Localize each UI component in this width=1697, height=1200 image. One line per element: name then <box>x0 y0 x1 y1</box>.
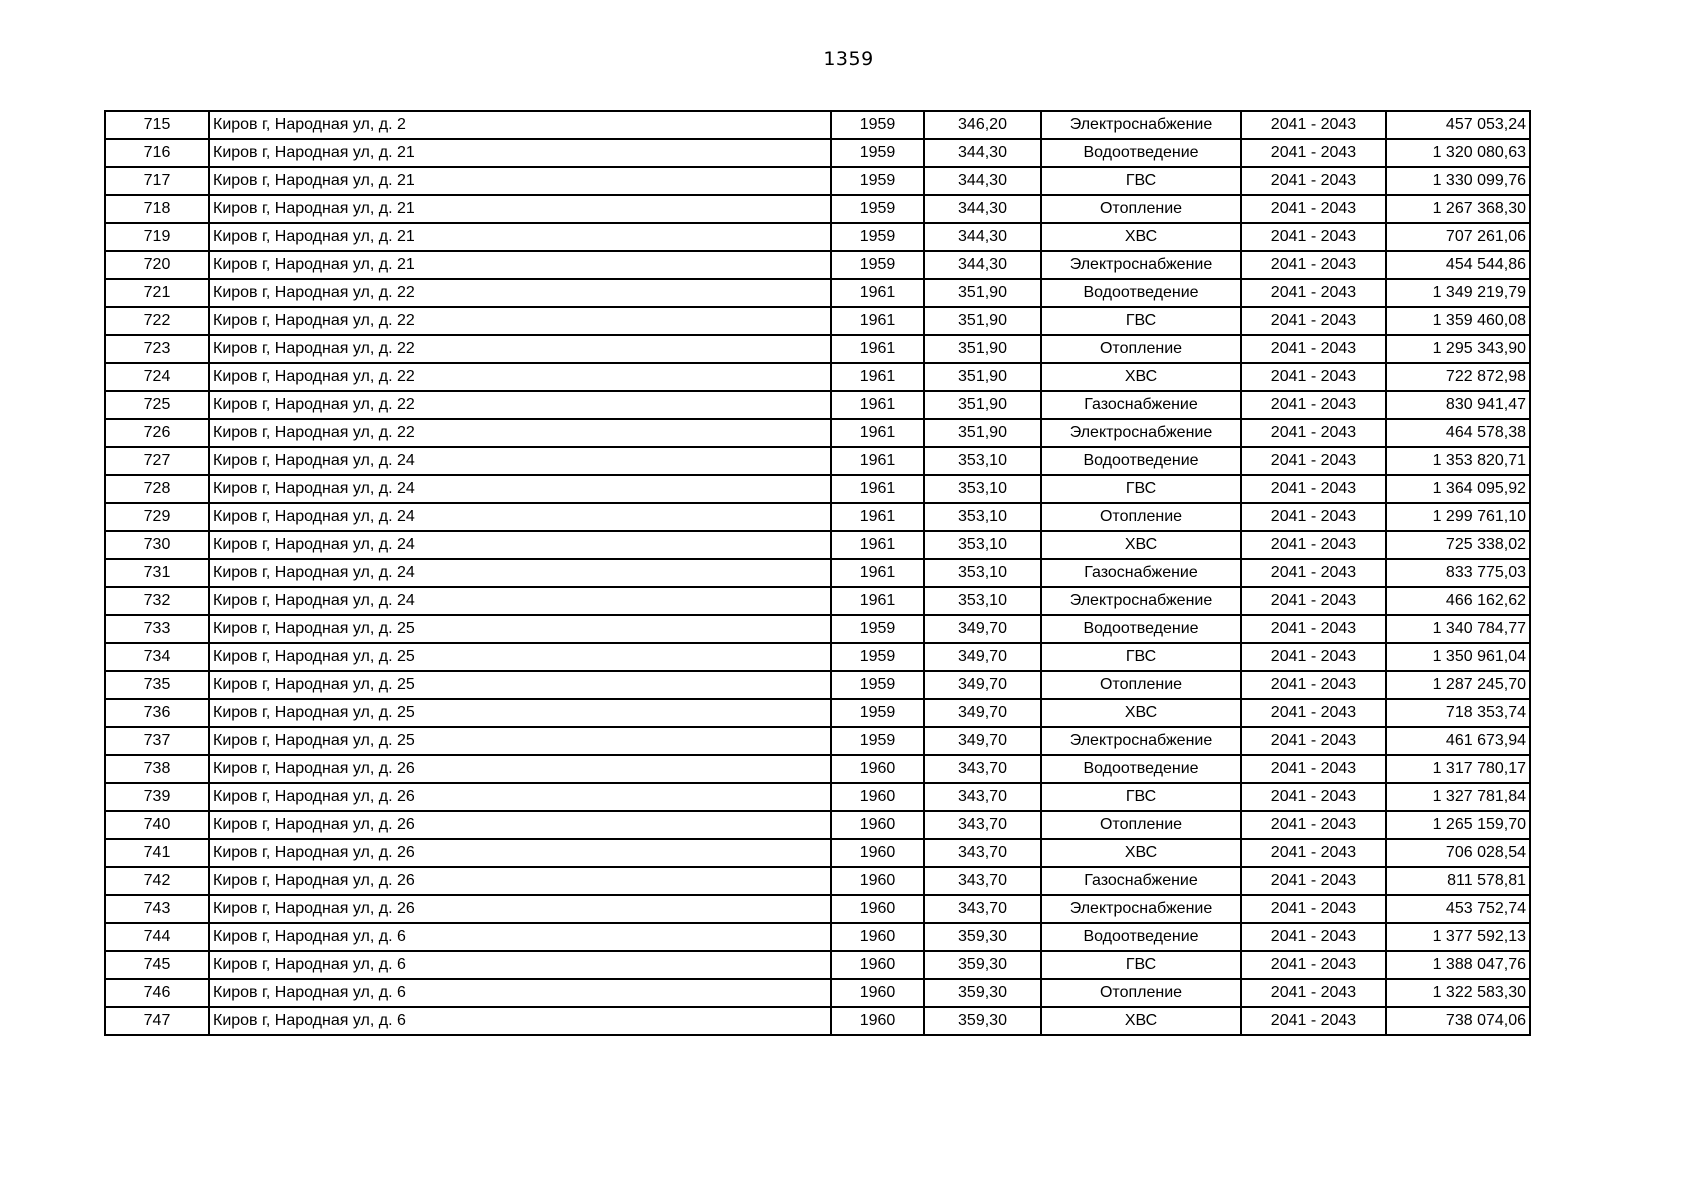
area-cell: 344,30 <box>924 139 1041 167</box>
area-cell: 346,20 <box>924 111 1041 139</box>
area-cell: 344,30 <box>924 195 1041 223</box>
address-cell: Киров г, Народная ул, д. 26 <box>209 895 831 923</box>
work-type-cell: Электроснабжение <box>1041 419 1241 447</box>
address-cell: Киров г, Народная ул, д. 21 <box>209 167 831 195</box>
address-cell: Киров г, Народная ул, д. 24 <box>209 475 831 503</box>
table-row <box>105 979 1530 1007</box>
work-type-cell: Водоотведение <box>1041 279 1241 307</box>
table-row <box>105 895 1530 923</box>
build-year-cell: 1959 <box>831 139 924 167</box>
period-cell: 2041 - 2043 <box>1241 587 1386 615</box>
area-cell: 353,10 <box>924 559 1041 587</box>
work-type-cell: ГВС <box>1041 307 1241 335</box>
period-cell: 2041 - 2043 <box>1241 867 1386 895</box>
work-type-cell: ХВС <box>1041 699 1241 727</box>
area-cell: 353,10 <box>924 531 1041 559</box>
build-year-cell: 1960 <box>831 811 924 839</box>
row-number-cell: 716 <box>105 139 209 167</box>
table-row <box>105 531 1530 559</box>
area-cell: 351,90 <box>924 363 1041 391</box>
work-type-cell: ГВС <box>1041 783 1241 811</box>
cost-cell: 1 359 460,08 <box>1386 307 1530 335</box>
cost-cell: 738 074,06 <box>1386 1007 1530 1035</box>
cost-cell: 1 388 047,76 <box>1386 951 1530 979</box>
address-cell: Киров г, Народная ул, д. 24 <box>209 447 831 475</box>
period-cell: 2041 - 2043 <box>1241 279 1386 307</box>
work-type-cell: ХВС <box>1041 1007 1241 1035</box>
cost-cell: 725 338,02 <box>1386 531 1530 559</box>
build-year-cell: 1961 <box>831 391 924 419</box>
build-year-cell: 1961 <box>831 419 924 447</box>
area-cell: 349,70 <box>924 671 1041 699</box>
period-cell: 2041 - 2043 <box>1241 447 1386 475</box>
period-cell: 2041 - 2043 <box>1241 979 1386 1007</box>
area-cell: 343,70 <box>924 755 1041 783</box>
work-type-cell: ХВС <box>1041 839 1241 867</box>
build-year-cell: 1961 <box>831 279 924 307</box>
build-year-cell: 1961 <box>831 335 924 363</box>
address-cell: Киров г, Народная ул, д. 6 <box>209 979 831 1007</box>
row-number-cell: 738 <box>105 755 209 783</box>
period-cell: 2041 - 2043 <box>1241 363 1386 391</box>
period-cell: 2041 - 2043 <box>1241 699 1386 727</box>
table-row <box>105 475 1530 503</box>
page-number: 1359 <box>823 48 874 70</box>
row-number-cell: 724 <box>105 363 209 391</box>
table-row <box>105 727 1530 755</box>
work-type-cell: Газоснабжение <box>1041 559 1241 587</box>
repair-schedule-table <box>104 110 1531 1036</box>
table-row <box>105 335 1530 363</box>
table-row <box>105 587 1530 615</box>
area-cell: 343,70 <box>924 783 1041 811</box>
table-row <box>105 783 1530 811</box>
work-type-cell: Водоотведение <box>1041 139 1241 167</box>
address-cell: Киров г, Народная ул, д. 22 <box>209 307 831 335</box>
area-cell: 353,10 <box>924 475 1041 503</box>
period-cell: 2041 - 2043 <box>1241 195 1386 223</box>
period-cell: 2041 - 2043 <box>1241 643 1386 671</box>
table-row <box>105 447 1530 475</box>
work-type-cell: ГВС <box>1041 951 1241 979</box>
table-row <box>105 615 1530 643</box>
build-year-cell: 1959 <box>831 643 924 671</box>
build-year-cell: 1959 <box>831 671 924 699</box>
work-type-cell: Водоотведение <box>1041 615 1241 643</box>
address-cell: Киров г, Народная ул, д. 25 <box>209 643 831 671</box>
row-number-cell: 721 <box>105 279 209 307</box>
period-cell: 2041 - 2043 <box>1241 783 1386 811</box>
cost-cell: 1 295 343,90 <box>1386 335 1530 363</box>
row-number-cell: 722 <box>105 307 209 335</box>
build-year-cell: 1959 <box>831 167 924 195</box>
build-year-cell: 1960 <box>831 755 924 783</box>
cost-cell: 1 353 820,71 <box>1386 447 1530 475</box>
work-type-cell: Электроснабжение <box>1041 251 1241 279</box>
address-cell: Киров г, Народная ул, д. 22 <box>209 279 831 307</box>
area-cell: 351,90 <box>924 335 1041 363</box>
work-type-cell: Водоотведение <box>1041 447 1241 475</box>
area-cell: 344,30 <box>924 167 1041 195</box>
table-row <box>105 699 1530 727</box>
address-cell: Киров г, Народная ул, д. 26 <box>209 867 831 895</box>
cost-cell: 1 267 368,30 <box>1386 195 1530 223</box>
table-row <box>105 1007 1530 1035</box>
build-year-cell: 1960 <box>831 895 924 923</box>
cost-cell: 1 320 080,63 <box>1386 139 1530 167</box>
work-type-cell: Отопление <box>1041 335 1241 363</box>
address-cell: Киров г, Народная ул, д. 22 <box>209 391 831 419</box>
build-year-cell: 1961 <box>831 587 924 615</box>
period-cell: 2041 - 2043 <box>1241 839 1386 867</box>
cost-cell: 1 287 245,70 <box>1386 671 1530 699</box>
address-cell: Киров г, Народная ул, д. 21 <box>209 251 831 279</box>
row-number-cell: 726 <box>105 419 209 447</box>
row-number-cell: 718 <box>105 195 209 223</box>
row-number-cell: 741 <box>105 839 209 867</box>
cost-cell: 466 162,62 <box>1386 587 1530 615</box>
address-cell: Киров г, Народная ул, д. 21 <box>209 223 831 251</box>
area-cell: 351,90 <box>924 391 1041 419</box>
row-number-cell: 735 <box>105 671 209 699</box>
table-row <box>105 307 1530 335</box>
row-number-cell: 733 <box>105 615 209 643</box>
cost-cell: 718 353,74 <box>1386 699 1530 727</box>
area-cell: 349,70 <box>924 643 1041 671</box>
cost-cell: 1 317 780,17 <box>1386 755 1530 783</box>
period-cell: 2041 - 2043 <box>1241 615 1386 643</box>
row-number-cell: 744 <box>105 923 209 951</box>
row-number-cell: 723 <box>105 335 209 363</box>
row-number-cell: 717 <box>105 167 209 195</box>
cost-cell: 707 261,06 <box>1386 223 1530 251</box>
area-cell: 349,70 <box>924 615 1041 643</box>
period-cell: 2041 - 2043 <box>1241 727 1386 755</box>
table-row <box>105 503 1530 531</box>
table-row <box>105 363 1530 391</box>
row-number-cell: 747 <box>105 1007 209 1035</box>
address-cell: Киров г, Народная ул, д. 21 <box>209 195 831 223</box>
build-year-cell: 1959 <box>831 615 924 643</box>
work-type-cell: ХВС <box>1041 223 1241 251</box>
build-year-cell: 1961 <box>831 363 924 391</box>
table-row <box>105 139 1530 167</box>
row-number-cell: 739 <box>105 783 209 811</box>
cost-cell: 453 752,74 <box>1386 895 1530 923</box>
period-cell: 2041 - 2043 <box>1241 811 1386 839</box>
area-cell: 343,70 <box>924 811 1041 839</box>
table-row <box>105 671 1530 699</box>
work-type-cell: Электроснабжение <box>1041 587 1241 615</box>
table-row <box>105 195 1530 223</box>
work-type-cell: ГВС <box>1041 475 1241 503</box>
period-cell: 2041 - 2043 <box>1241 559 1386 587</box>
table-row <box>105 111 1530 139</box>
work-type-cell: ХВС <box>1041 531 1241 559</box>
row-number-cell: 736 <box>105 699 209 727</box>
area-cell: 359,30 <box>924 979 1041 1007</box>
period-cell: 2041 - 2043 <box>1241 755 1386 783</box>
area-cell: 359,30 <box>924 951 1041 979</box>
period-cell: 2041 - 2043 <box>1241 503 1386 531</box>
cost-cell: 464 578,38 <box>1386 419 1530 447</box>
build-year-cell: 1959 <box>831 699 924 727</box>
row-number-cell: 737 <box>105 727 209 755</box>
area-cell: 359,30 <box>924 1007 1041 1035</box>
row-number-cell: 728 <box>105 475 209 503</box>
row-number-cell: 727 <box>105 447 209 475</box>
table-row <box>105 167 1530 195</box>
work-type-cell: Электроснабжение <box>1041 111 1241 139</box>
work-type-cell: Отопление <box>1041 671 1241 699</box>
table-row <box>105 223 1530 251</box>
area-cell: 353,10 <box>924 503 1041 531</box>
work-type-cell: Водоотведение <box>1041 923 1241 951</box>
build-year-cell: 1960 <box>831 783 924 811</box>
cost-cell: 722 872,98 <box>1386 363 1530 391</box>
build-year-cell: 1960 <box>831 867 924 895</box>
address-cell: Киров г, Народная ул, д. 25 <box>209 615 831 643</box>
build-year-cell: 1960 <box>831 979 924 1007</box>
table-row <box>105 923 1530 951</box>
cost-cell: 461 673,94 <box>1386 727 1530 755</box>
table-row <box>105 951 1530 979</box>
period-cell: 2041 - 2043 <box>1241 419 1386 447</box>
cost-cell: 1 330 099,76 <box>1386 167 1530 195</box>
build-year-cell: 1961 <box>831 559 924 587</box>
work-type-cell: Отопление <box>1041 195 1241 223</box>
cost-cell: 1 322 583,30 <box>1386 979 1530 1007</box>
area-cell: 343,70 <box>924 895 1041 923</box>
cost-cell: 830 941,47 <box>1386 391 1530 419</box>
period-cell: 2041 - 2043 <box>1241 307 1386 335</box>
area-cell: 359,30 <box>924 923 1041 951</box>
period-cell: 2041 - 2043 <box>1241 895 1386 923</box>
cost-cell: 811 578,81 <box>1386 867 1530 895</box>
cost-cell: 706 028,54 <box>1386 839 1530 867</box>
row-number-cell: 742 <box>105 867 209 895</box>
period-cell: 2041 - 2043 <box>1241 923 1386 951</box>
table-row <box>105 559 1530 587</box>
address-cell: Киров г, Народная ул, д. 25 <box>209 699 831 727</box>
period-cell: 2041 - 2043 <box>1241 111 1386 139</box>
row-number-cell: 732 <box>105 587 209 615</box>
cost-cell: 454 544,86 <box>1386 251 1530 279</box>
row-number-cell: 734 <box>105 643 209 671</box>
period-cell: 2041 - 2043 <box>1241 223 1386 251</box>
work-type-cell: ГВС <box>1041 167 1241 195</box>
work-type-cell: ГВС <box>1041 643 1241 671</box>
address-cell: Киров г, Народная ул, д. 21 <box>209 139 831 167</box>
build-year-cell: 1959 <box>831 223 924 251</box>
address-cell: Киров г, Народная ул, д. 24 <box>209 531 831 559</box>
cost-cell: 1 377 592,13 <box>1386 923 1530 951</box>
area-cell: 343,70 <box>924 839 1041 867</box>
build-year-cell: 1961 <box>831 475 924 503</box>
build-year-cell: 1959 <box>831 195 924 223</box>
cost-cell: 1 349 219,79 <box>1386 279 1530 307</box>
area-cell: 344,30 <box>924 223 1041 251</box>
area-cell: 353,10 <box>924 587 1041 615</box>
build-year-cell: 1961 <box>831 447 924 475</box>
area-cell: 349,70 <box>924 699 1041 727</box>
period-cell: 2041 - 2043 <box>1241 167 1386 195</box>
address-cell: Киров г, Народная ул, д. 25 <box>209 671 831 699</box>
table-row <box>105 811 1530 839</box>
table-body <box>105 111 1530 1035</box>
build-year-cell: 1959 <box>831 727 924 755</box>
work-type-cell: Отопление <box>1041 811 1241 839</box>
period-cell: 2041 - 2043 <box>1241 671 1386 699</box>
address-cell: Киров г, Народная ул, д. 22 <box>209 335 831 363</box>
address-cell: Киров г, Народная ул, д. 24 <box>209 559 831 587</box>
table-row <box>105 839 1530 867</box>
address-cell: Киров г, Народная ул, д. 6 <box>209 951 831 979</box>
work-type-cell: Водоотведение <box>1041 755 1241 783</box>
work-type-cell: Электроснабжение <box>1041 727 1241 755</box>
row-number-cell: 729 <box>105 503 209 531</box>
area-cell: 344,30 <box>924 251 1041 279</box>
cost-cell: 1 364 095,92 <box>1386 475 1530 503</box>
work-type-cell: Газоснабжение <box>1041 867 1241 895</box>
build-year-cell: 1961 <box>831 531 924 559</box>
address-cell: Киров г, Народная ул, д. 24 <box>209 587 831 615</box>
row-number-cell: 719 <box>105 223 209 251</box>
cost-cell: 1 265 159,70 <box>1386 811 1530 839</box>
row-number-cell: 746 <box>105 979 209 1007</box>
area-cell: 351,90 <box>924 419 1041 447</box>
period-cell: 2041 - 2043 <box>1241 391 1386 419</box>
row-number-cell: 740 <box>105 811 209 839</box>
period-cell: 2041 - 2043 <box>1241 139 1386 167</box>
period-cell: 2041 - 2043 <box>1241 531 1386 559</box>
cost-cell: 1 340 784,77 <box>1386 615 1530 643</box>
cost-cell: 1 299 761,10 <box>1386 503 1530 531</box>
area-cell: 349,70 <box>924 727 1041 755</box>
address-cell: Киров г, Народная ул, д. 22 <box>209 419 831 447</box>
build-year-cell: 1959 <box>831 251 924 279</box>
address-cell: Киров г, Народная ул, д. 24 <box>209 503 831 531</box>
address-cell: Киров г, Народная ул, д. 6 <box>209 923 831 951</box>
address-cell: Киров г, Народная ул, д. 26 <box>209 755 831 783</box>
area-cell: 351,90 <box>924 279 1041 307</box>
build-year-cell: 1960 <box>831 951 924 979</box>
table-row <box>105 251 1530 279</box>
area-cell: 353,10 <box>924 447 1041 475</box>
period-cell: 2041 - 2043 <box>1241 475 1386 503</box>
build-year-cell: 1960 <box>831 1007 924 1035</box>
cost-cell: 1 327 781,84 <box>1386 783 1530 811</box>
address-cell: Киров г, Народная ул, д. 25 <box>209 727 831 755</box>
cost-cell: 457 053,24 <box>1386 111 1530 139</box>
build-year-cell: 1960 <box>831 923 924 951</box>
build-year-cell: 1961 <box>831 307 924 335</box>
work-type-cell: Электроснабжение <box>1041 895 1241 923</box>
area-cell: 351,90 <box>924 307 1041 335</box>
row-number-cell: 720 <box>105 251 209 279</box>
period-cell: 2041 - 2043 <box>1241 951 1386 979</box>
table-row <box>105 419 1530 447</box>
table-row <box>105 391 1530 419</box>
cost-cell: 833 775,03 <box>1386 559 1530 587</box>
address-cell: Киров г, Народная ул, д. 6 <box>209 1007 831 1035</box>
table-row <box>105 643 1530 671</box>
address-cell: Киров г, Народная ул, д. 26 <box>209 839 831 867</box>
area-cell: 343,70 <box>924 867 1041 895</box>
address-cell: Киров г, Народная ул, д. 22 <box>209 363 831 391</box>
row-number-cell: 715 <box>105 111 209 139</box>
address-cell: Киров г, Народная ул, д. 26 <box>209 811 831 839</box>
cost-cell: 1 350 961,04 <box>1386 643 1530 671</box>
build-year-cell: 1959 <box>831 111 924 139</box>
build-year-cell: 1960 <box>831 839 924 867</box>
period-cell: 2041 - 2043 <box>1241 1007 1386 1035</box>
work-type-cell: Отопление <box>1041 503 1241 531</box>
period-cell: 2041 - 2043 <box>1241 251 1386 279</box>
address-cell: Киров г, Народная ул, д. 26 <box>209 783 831 811</box>
table-row <box>105 867 1530 895</box>
row-number-cell: 743 <box>105 895 209 923</box>
table-row <box>105 755 1530 783</box>
row-number-cell: 731 <box>105 559 209 587</box>
work-type-cell: ХВС <box>1041 363 1241 391</box>
address-cell: Киров г, Народная ул, д. 2 <box>209 111 831 139</box>
build-year-cell: 1961 <box>831 503 924 531</box>
row-number-cell: 745 <box>105 951 209 979</box>
table-row <box>105 279 1530 307</box>
row-number-cell: 730 <box>105 531 209 559</box>
row-number-cell: 725 <box>105 391 209 419</box>
period-cell: 2041 - 2043 <box>1241 335 1386 363</box>
work-type-cell: Газоснабжение <box>1041 391 1241 419</box>
work-type-cell: Отопление <box>1041 979 1241 1007</box>
